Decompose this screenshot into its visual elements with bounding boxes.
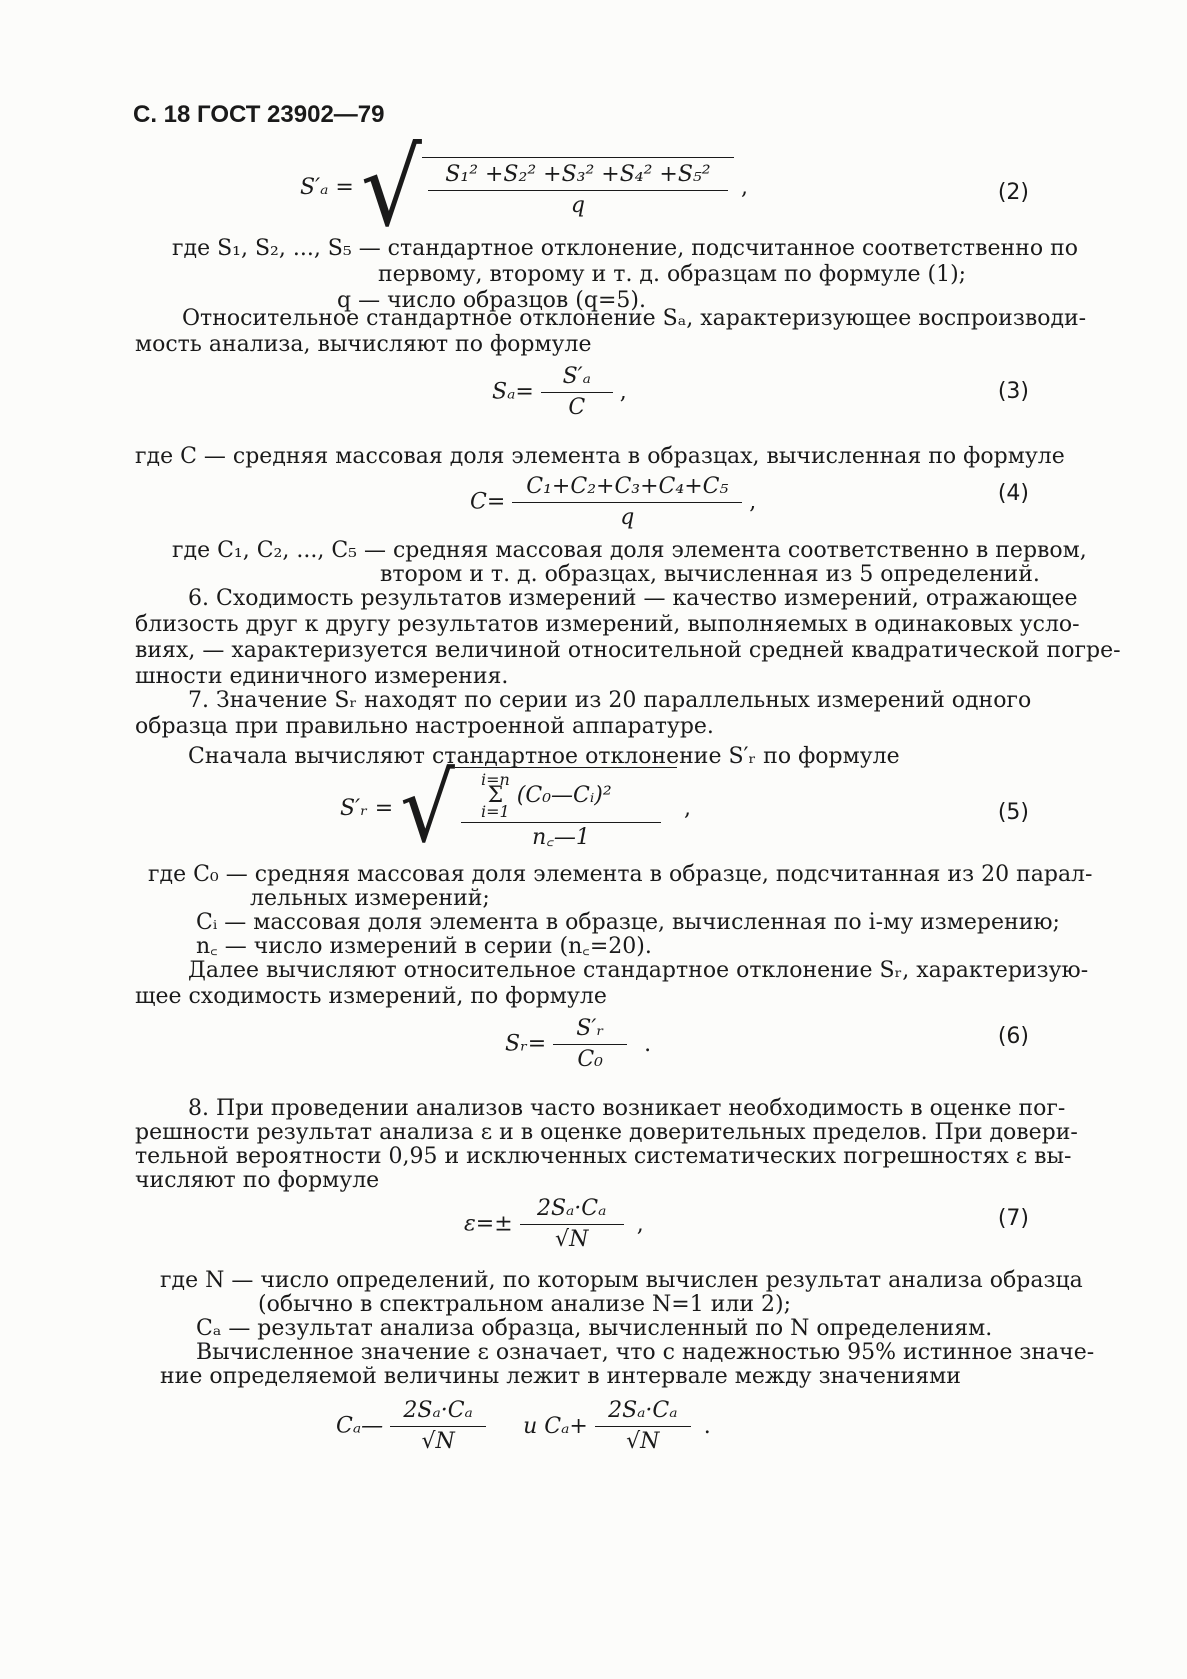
formula-2-numerator: S₁² +S₂² +S₃² +S₄² +S₅² (428, 162, 728, 191)
equation-number-7: (7) (997, 1206, 1029, 1231)
where-s-definition-cont: первому, второму и т. д. образцам по формуле (1); (378, 262, 967, 287)
p7-line-3: Сначала вычисляют стандартное отклонение S′ᵣ по формуле (188, 744, 900, 769)
interval-right-numerator: 2Sₐ·Cₐ (595, 1398, 691, 1427)
formula-3-lhs: Sₐ= (492, 379, 534, 405)
equation-number-6: (6) (997, 1024, 1029, 1049)
formula-2 (300, 126, 748, 250)
interval-and: и Cₐ+ (523, 1413, 588, 1439)
formula-6-numerator: S′ᵣ (553, 1016, 627, 1045)
c-definition: где C — средняя массовая доля элемента в образцах, вычисленная по формуле (135, 444, 1065, 469)
further-line-2: щее сходимость измерений, по формуле (135, 984, 607, 1009)
formula-3-numerator: S′ₐ (541, 364, 613, 393)
formula-6 (505, 1016, 651, 1073)
formula-4-denominator: q (620, 505, 635, 530)
sqrt-sign: √ (400, 754, 455, 864)
formula-7-comma: , (636, 1211, 644, 1237)
p6-line-1: 6. Сходимость результатов измерений — качество измерений, отражающее (188, 586, 1078, 611)
p7-line-1: 7. Значение Sᵣ находят по серии из 20 параллельных измерений одного (188, 688, 1032, 713)
formula-5 (340, 754, 691, 864)
n-definition-2: (обычно в спектральном анализе N=1 или 2); (258, 1292, 792, 1317)
interval-left-lhs: Cₐ— (336, 1413, 384, 1439)
equation-number-3: (3) (997, 379, 1029, 404)
formula-2-radical (360, 126, 734, 250)
formula-4-comma: , (749, 489, 757, 515)
c0-definition-2: лельных измерений; (250, 886, 490, 911)
formula-5-sum-bottom: i=1 (481, 802, 510, 821)
formula-7 (464, 1196, 644, 1253)
p8-line-1: 8. При проведении анализов часто возникает необходимость в оценке пог- (188, 1096, 1066, 1121)
formula-5-lhs: S′ᵣ = (340, 796, 394, 821)
further-line-1: Далее вычисляют относительное стандартное отклонение Sᵣ, характеризую- (188, 958, 1089, 983)
final-line-2: ние определяемой величины лежит в интервале между значениями (160, 1364, 961, 1389)
n-definition-1: где N — число определений, по которым вычислен результат анализа образца (160, 1268, 1083, 1293)
p6-line-4: шности единичного измерения. (135, 664, 509, 689)
formula-5-term: (C₀—Cᵢ)² (516, 783, 612, 808)
equation-number-2: (2) (997, 180, 1029, 205)
sqrt-sign: √ (360, 126, 422, 250)
q-definition: q — число образцов (q=5). (337, 288, 646, 313)
formula-5-sum-top: i=n (480, 770, 510, 789)
ci-definition-1: где C₁, C₂, ..., C₅ — средняя массовая доля элемента соответственно в первом, (172, 538, 1087, 563)
p6-line-2: близость друг к другу результатов измерений, выполняемых в одинаковых усло- (135, 612, 1080, 637)
formula-5-comma: , (683, 796, 691, 821)
formula-7-denominator: √N (555, 1227, 589, 1252)
interval-left-numerator: 2Sₐ·Cₐ (390, 1398, 486, 1427)
formula-2-lhs: S′ₐ = (300, 175, 354, 200)
c0-definition-1: где C₀ — средняя массовая доля элемента в образце, подсчитанная из 20 парал- (148, 862, 1093, 887)
formula-4-numerator: C₁+C₂+C₃+C₄+C₅ (512, 474, 742, 503)
formula-4 (470, 474, 756, 531)
interval-formula (336, 1398, 711, 1455)
equation-number-4: (4) (997, 481, 1029, 506)
ca-definition: Cₐ — результат анализа образца, вычисленный по N определениям. (196, 1316, 993, 1341)
rel-std-line-1: Относительное стандартное отклонение Sₐ, характеризующее воспроизводи- (182, 306, 1087, 331)
formula-3-denominator: C (568, 395, 586, 420)
formula-2-denominator: q (570, 193, 585, 218)
rel-std-line-2: мость анализа, вычисляют по формуле (135, 332, 592, 357)
formula-7-numerator: 2Sₐ·Cₐ (520, 1196, 624, 1225)
page-header: С. 18 ГОСТ 23902—79 (133, 101, 385, 128)
p8-line-4: числяют по формуле (135, 1168, 380, 1193)
interval-left-denominator: √N (421, 1429, 455, 1454)
final-line-1: Вычисленное значение ε означает, что с надежностью 95% истинное значе- (196, 1340, 1095, 1365)
formula-6-denominator: C₀ (577, 1047, 603, 1072)
formula-7-lhs: ε=± (464, 1211, 513, 1237)
interval-right-denominator: √N (626, 1429, 660, 1454)
formula-5-sum-sign: Σ (487, 783, 504, 808)
equation-number-5: (5) (997, 800, 1029, 825)
p8-line-2: решности результат анализа ε и в оценке доверительных пределов. При довери- (135, 1120, 1078, 1145)
p6-line-3: виях, — характеризуется величиной относительной средней квадратической погре- (135, 638, 1121, 663)
formula-6-period: . (644, 1031, 652, 1057)
interval-period: . (703, 1413, 711, 1439)
ci-measure-definition: Cᵢ — массовая доля элемента в образце, вычисленная по i-му измерению; (196, 910, 1060, 935)
formula-5-radical (400, 754, 677, 864)
formula-6-lhs: Sᵣ= (505, 1031, 547, 1057)
ci-definition-2: втором и т. д. образцах, вычисленная из 5 определений. (380, 562, 1040, 587)
p7-line-2: образца при правильно настроенной аппаратуре. (135, 714, 714, 739)
formula-3 (492, 364, 627, 421)
formula-3-comma: , (619, 379, 627, 405)
formula-2-comma: , (740, 175, 748, 200)
formula-5-denominator: n꜀—1 (532, 825, 590, 850)
where-s-definition: где S₁, S₂, ..., S₅ — стандартное отклонение, подсчитанное соответственно по (172, 236, 1078, 261)
formula-4-lhs: C= (470, 489, 506, 515)
p8-line-3: тельной вероятности 0,95 и исключенных систематических погрешностях ε вы- (135, 1144, 1072, 1169)
nc-definition: n꜀ — число измерений в серии (n꜀=20). (196, 934, 652, 959)
